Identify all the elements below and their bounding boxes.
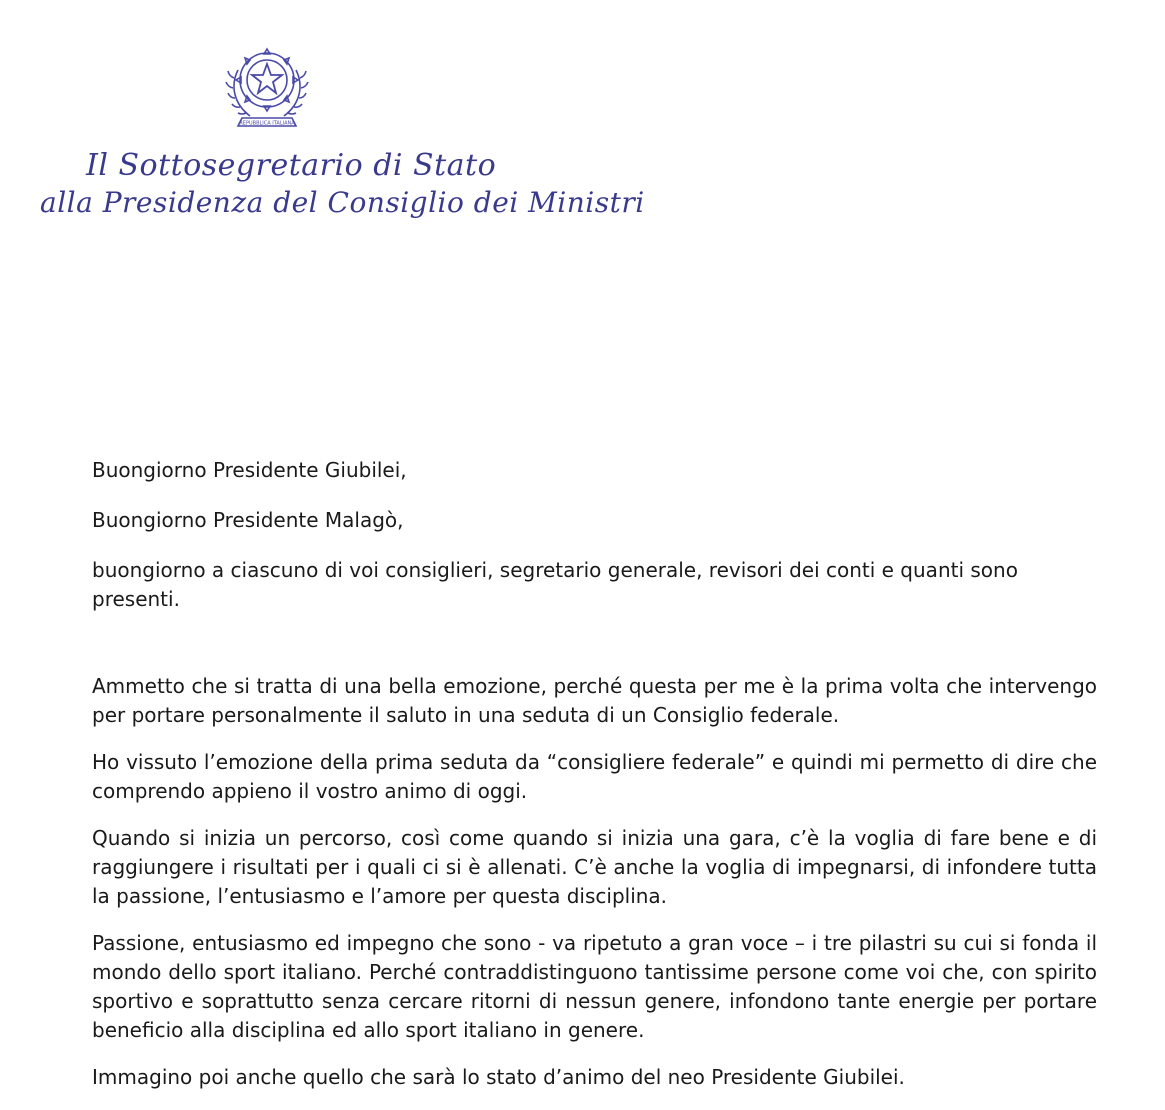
salutation-giubilei: Buongiorno Presidente Giubilei, bbox=[92, 458, 407, 482]
paragraph: Quando si inizia un percorso, così come quando si inizia una gara, c’è la voglia di fare bene e di raggiungere i risultati per i quali ci si è allenati. C’è anche la voglia di impegnarsi, di infondere tutta la passione, l’entusiasmo e l’amore per questa disciplina. bbox=[92, 826, 1097, 908]
letterhead bbox=[0, 0, 645, 240]
paragraph: Passione, entusiasmo ed impegno che sono - va ripetuto a gran voce – i tre pilastri su cui si fonda il mondo dello sport italiano. Perché contraddistinguono tantissime persone come voi che, con spirito sportivo e soprattutto senza cercare ritorni di nessun genere, infondono tante energie per portare beneficio alla disciplina ed allo sport italiano in genere. bbox=[92, 931, 1097, 1042]
letter-body bbox=[92, 456, 1097, 1110]
salutation-malago: Buongiorno Presidente Malagò, bbox=[92, 508, 404, 532]
office-title-line-1: Il Sottosegretario di Stato bbox=[86, 148, 497, 183]
emblem-ribbon-text: REPUBBLICA ITALIANA bbox=[239, 120, 295, 127]
paragraph: Ammetto che si tratta di una bella emozione, perché questa per me è la prima volta che intervengo per portare personalmente il saluto in una seduta di un Consiglio federale. bbox=[92, 674, 1097, 727]
paragraph: Immagino poi anche quello che sarà lo stato d’animo del neo Presidente Giubilei. bbox=[92, 1065, 905, 1089]
salutation-all: buongiorno a ciascuno di voi consiglieri, segretario generale, revisori dei conti e quanti sono presenti. bbox=[92, 558, 1018, 611]
paragraph: Ho vissuto l’emozione della prima seduta da “consigliere federale” e quindi mi permetto di dire che comprendo appieno il vostro animo di oggi. bbox=[92, 750, 1097, 803]
office-title-line-2: alla Presidenza del Consiglio dei Ministri bbox=[40, 186, 645, 219]
italian-republic-emblem-icon bbox=[224, 40, 310, 134]
